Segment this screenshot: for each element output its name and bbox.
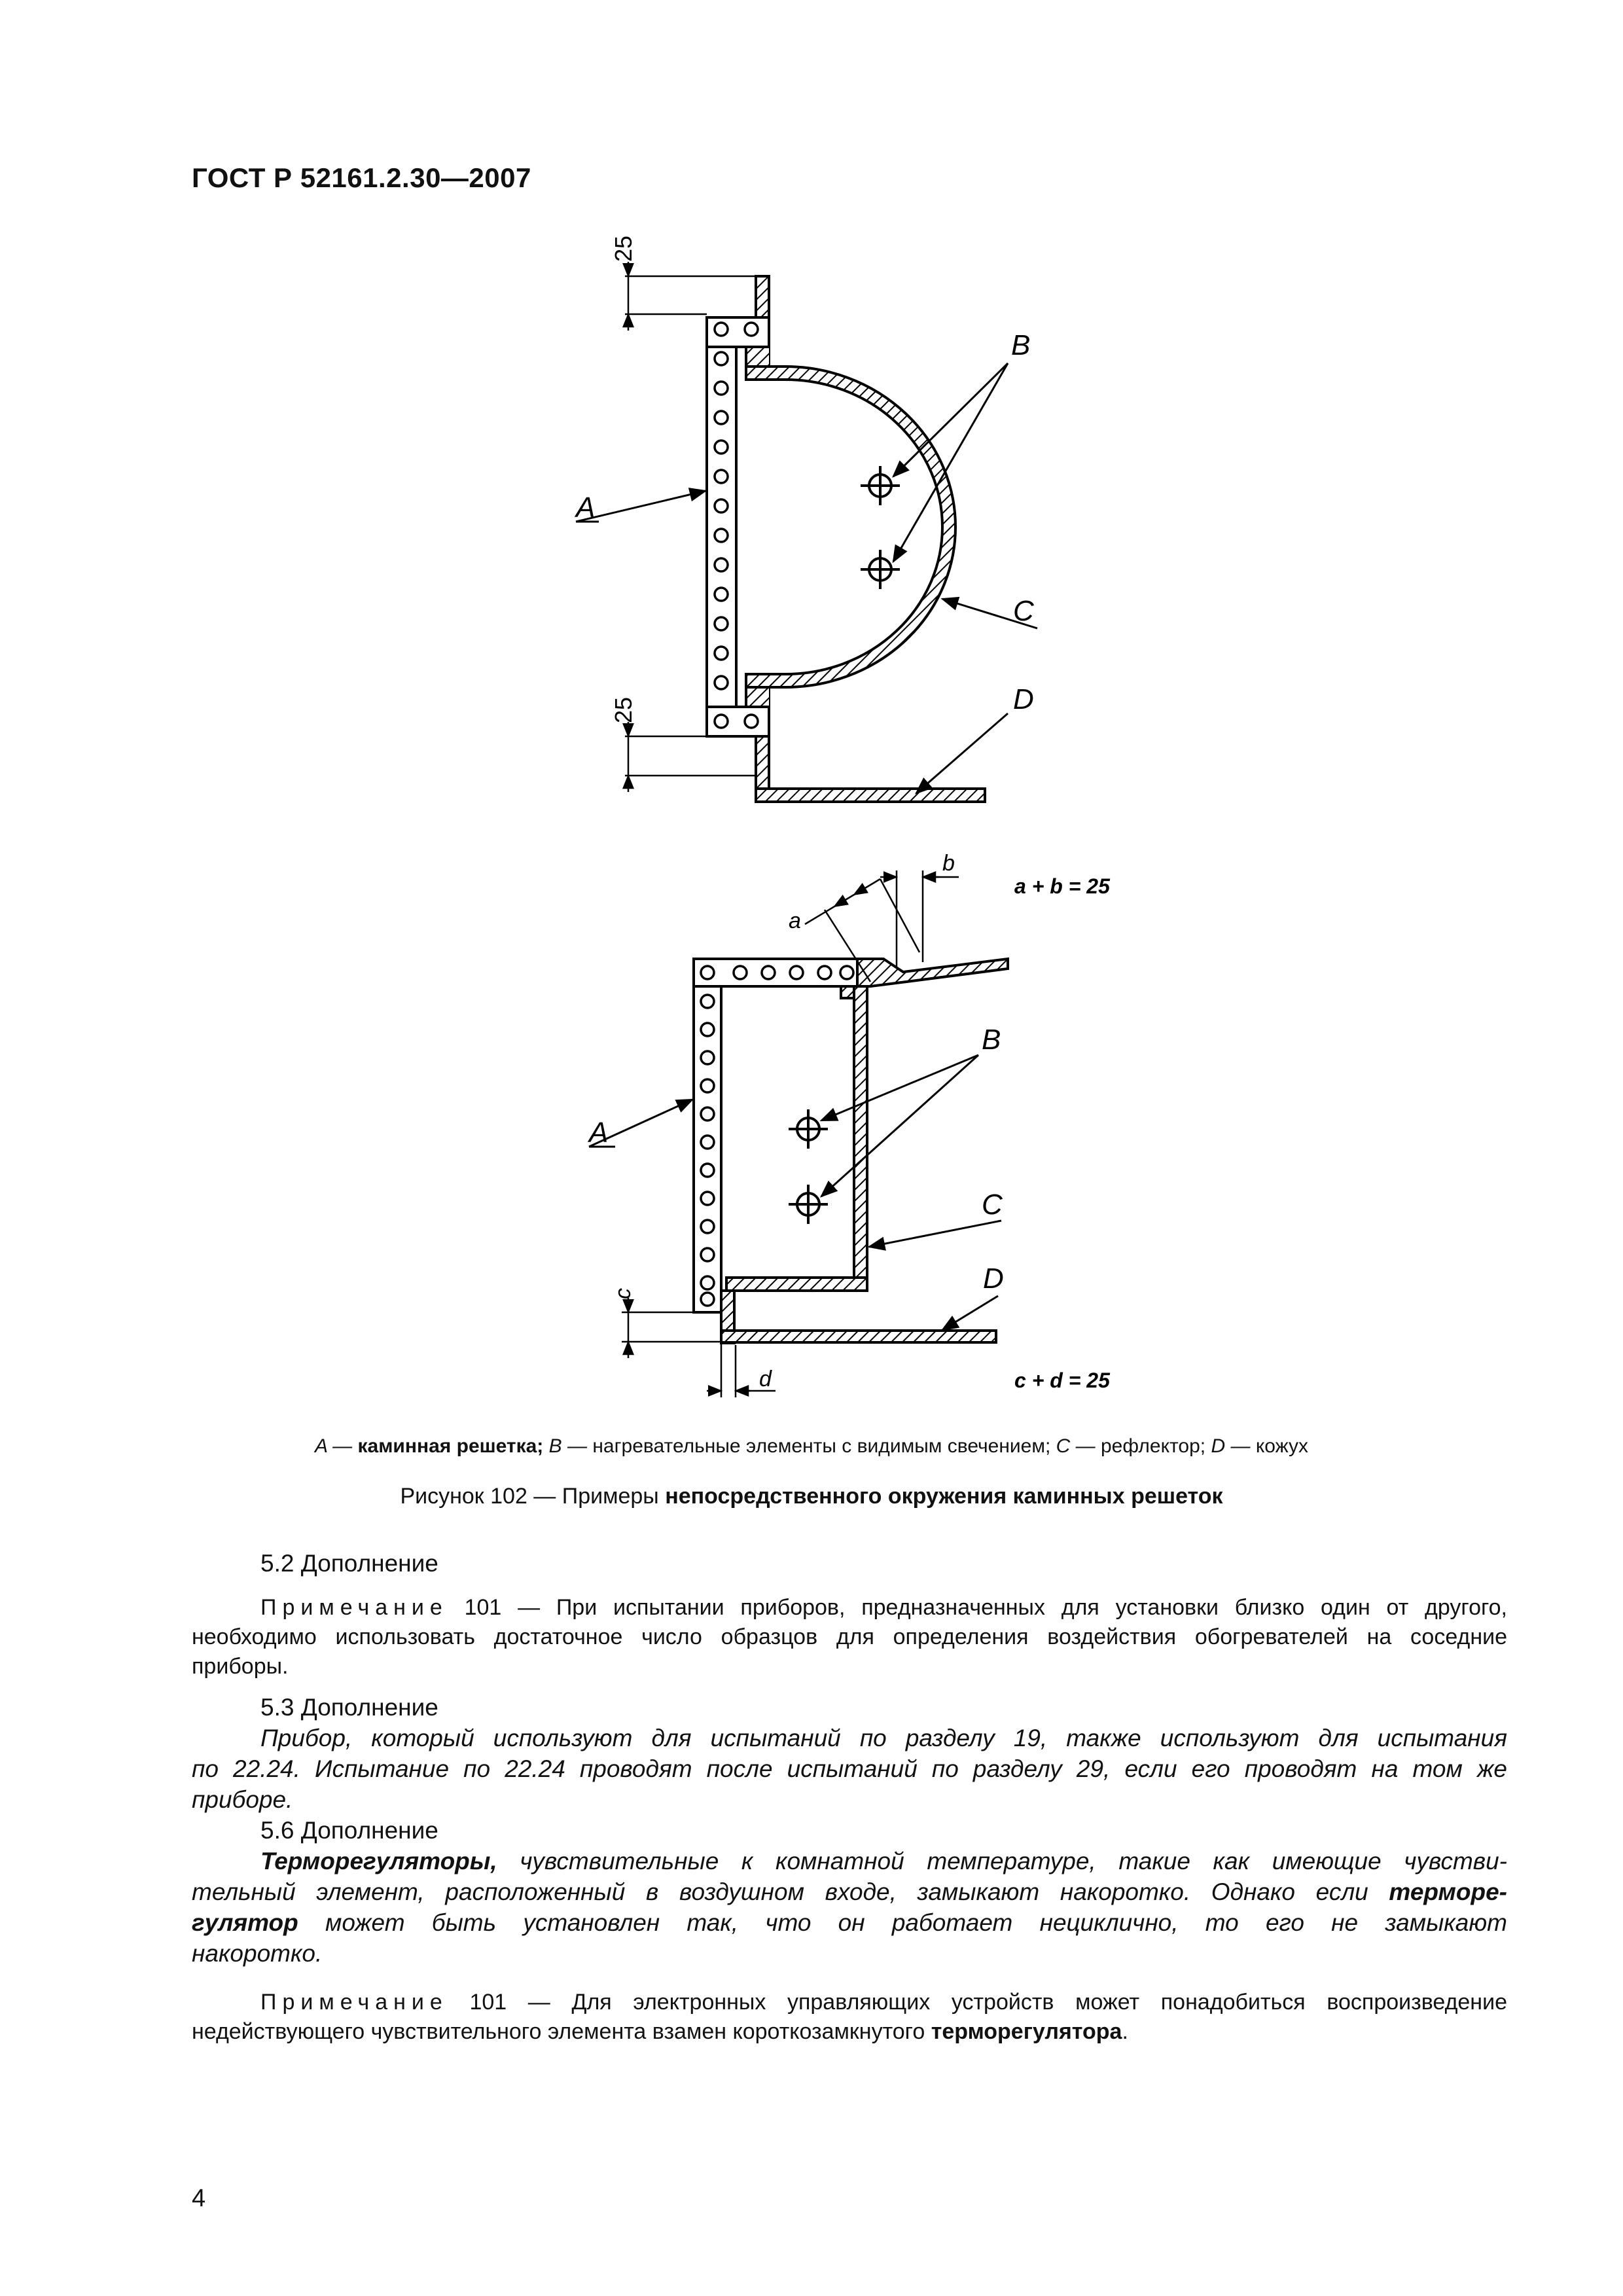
heating-elements-top — [861, 466, 900, 589]
term-thermostat-2: гулятор — [192, 1909, 298, 1936]
heating-elements-bottom — [789, 1109, 828, 1224]
label-a: a — [789, 908, 801, 933]
line1-rest: чувствительные к комнатной температуре, такие как имеющие чувстви- — [497, 1848, 1507, 1874]
note-2-bold: терморегулятора — [931, 2019, 1122, 2044]
section-5-6-heading: 5.6 Дополнение — [260, 1817, 438, 1844]
section-5-6-line3 — [192, 1909, 1507, 1937]
section-5-6-line1 — [260, 1848, 1507, 1875]
section-5-6-line2 — [192, 1878, 1507, 1906]
note-label: Примечание — [260, 1595, 448, 1620]
section-5-6-line4: накоротко. — [192, 1940, 323, 1967]
section-5-3-line2: по 22.24. Испытание по 22.24 проводят после испытаний по разделу 29, если его проводят на том же — [192, 1755, 1507, 1782]
caption-prefix: Рисунок 102 — Примеры — [400, 1484, 659, 1509]
label-A-bottom: A — [589, 1117, 609, 1149]
dim-top-upper: 25 — [610, 235, 637, 262]
note-5-2-line1 — [260, 1595, 1507, 1621]
note-5-2-line2: необходимо использовать достаточное число образцов для определения воздействия обогревателей на соседние — [192, 1624, 1507, 1649]
note-text: 101 — При испытании приборов, предназначенных для установки близко один от другого, — [464, 1595, 1507, 1620]
legend-key-b: B — — [548, 1435, 588, 1457]
caption-bold: непосредственного окружения каминных решеток — [665, 1484, 1223, 1509]
bottom-diagram — [694, 959, 1008, 1343]
label-B-bottom: B — [982, 1024, 1001, 1056]
term-thermostats: Терморегуляторы, — [260, 1848, 497, 1874]
term-thermostat-1: терморе- — [1389, 1878, 1507, 1905]
note-5-2-line3: приборы. — [192, 1654, 289, 1679]
section-5-2-heading: 5.2 Дополнение — [260, 1550, 438, 1577]
label-C-top: C — [1013, 595, 1034, 627]
note-5-6-line2 — [192, 2019, 1128, 2045]
legend-text-c: рефлектор; — [1100, 1435, 1206, 1457]
label-A-top: A — [576, 492, 596, 524]
section-5-3-line1: Прибор, который используют для испытаний по разделу 19, также используют для испытания — [260, 1725, 1507, 1751]
document-header: ГОСТ Р 52161.2.30—2007 — [192, 162, 531, 193]
label-c: c — [611, 1288, 635, 1299]
figure-caption — [0, 1484, 1623, 1509]
leaders-top — [576, 363, 1037, 793]
legend-text-a: каминная решетка; — [357, 1435, 544, 1457]
section-5-3-line3: приборе. — [192, 1786, 293, 1813]
grille-holes-bottom — [701, 966, 853, 1306]
note-5-6-line1 — [260, 1990, 1507, 2015]
legend-text-b: нагревательные элементы с видимым свечением; — [592, 1435, 1051, 1457]
legend-key-d: D — — [1211, 1435, 1251, 1457]
note-2-end: . — [1122, 2019, 1128, 2044]
label-D-top: D — [1013, 683, 1034, 715]
line3-rest: может быть установлен так, что он работает нециклично, то его не замыкают — [298, 1909, 1507, 1936]
figure-legend — [0, 1435, 1623, 1458]
legend-key-c: C — — [1056, 1435, 1096, 1457]
note-label-2: Примечание — [260, 1990, 448, 2015]
dim-top-lower: 25 — [610, 696, 637, 723]
equation-cd: c + d = 25 — [1014, 1369, 1110, 1392]
line2-rest: тельный элемент, расположенный в воздушном входе, замыкают накоротко. Однако если — [192, 1878, 1389, 1905]
note-2-text: недействующего чувствительного элемента взамен короткозамкнутого — [192, 2019, 931, 2044]
label-B-top: B — [1011, 329, 1031, 361]
dimension-bottom — [622, 870, 959, 1397]
legend-text-d: кожух — [1255, 1435, 1309, 1457]
label-C-bottom: C — [982, 1189, 1003, 1221]
section-5-3-heading: 5.3 Дополнение — [260, 1694, 438, 1721]
label-d: d — [759, 1367, 772, 1391]
note-text-2: 101 — Для электронных управляющих устройств может понадобиться воспроизведение — [469, 1990, 1507, 2015]
page-number: 4 — [192, 2185, 206, 2212]
label-D-bottom: D — [983, 1263, 1004, 1295]
equation-ab: a + b = 25 — [1014, 874, 1110, 898]
legend-key-a: A — — [314, 1435, 353, 1457]
label-b: b — [942, 851, 955, 876]
